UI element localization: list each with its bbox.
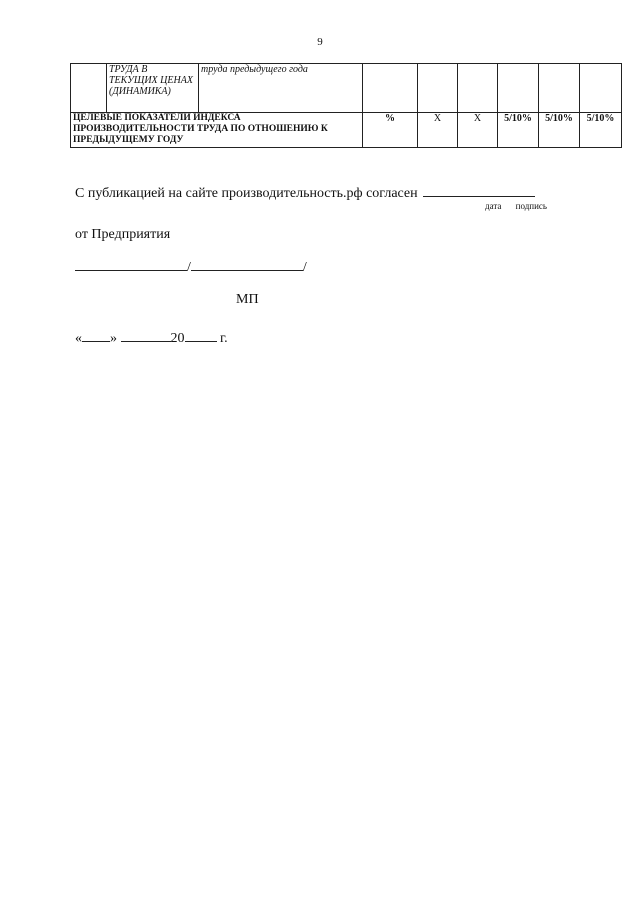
unit-cell: %	[363, 113, 418, 148]
value-cell: 5/10%	[498, 113, 539, 148]
close-quote: »	[110, 331, 117, 346]
table-cell-empty	[458, 64, 498, 113]
table-row	[71, 113, 622, 148]
month-field[interactable]	[121, 328, 171, 342]
indicators-table	[70, 63, 622, 148]
date-line	[75, 328, 228, 347]
year-suffix: г.	[220, 331, 228, 346]
consent-line	[75, 183, 535, 202]
open-quote: «	[75, 331, 82, 346]
stamp-label: МП	[236, 292, 259, 307]
signature-field-left[interactable]	[75, 257, 187, 271]
day-field[interactable]	[82, 328, 110, 342]
consent-sub-labels	[485, 201, 559, 211]
table-cell-empty	[418, 64, 458, 113]
table-cell-empty	[539, 64, 580, 113]
signature-field-right[interactable]	[191, 257, 303, 271]
from-enterprise-label: от Предприятия	[75, 227, 171, 242]
signature-line	[75, 257, 307, 276]
table-cell-empty	[498, 64, 539, 113]
table-cell-empty	[363, 64, 418, 113]
value-cell: 5/10%	[580, 113, 622, 148]
year-field[interactable]	[185, 328, 217, 342]
table-cell-empty	[71, 64, 107, 113]
indicator-description-cell: труда предыдущего года	[199, 64, 363, 113]
indicator-name-cell: ТРУДА В ТЕКУЩИХ ЦЕНАХ (ДИНАМИКА)	[107, 64, 199, 113]
signature-separator: /	[187, 260, 191, 275]
signature-label: подпись	[515, 201, 548, 211]
consent-text: С публикацией на сайте производительность.рф согласен	[75, 186, 418, 201]
table-cell-empty	[580, 64, 622, 113]
date-label: дата	[485, 201, 502, 211]
consent-signature-field[interactable]	[423, 183, 535, 197]
value-cell: 5/10%	[539, 113, 580, 148]
value-cell: Х	[458, 113, 498, 148]
target-indicators-label: ЦЕЛЕВЫЕ ПОКАЗАТЕЛИ ИНДЕКСА ПРОИЗВОДИТЕЛЬНОСТИ ТРУДА ПО ОТНОШЕНИЮ К ПРЕДЫДУЩЕМУ ГОДУ	[71, 113, 363, 148]
table-row	[71, 64, 622, 113]
page-number: 9	[317, 36, 323, 48]
year-prefix: 20	[170, 331, 185, 346]
signature-separator: /	[302, 260, 307, 275]
value-cell: Х	[418, 113, 458, 148]
